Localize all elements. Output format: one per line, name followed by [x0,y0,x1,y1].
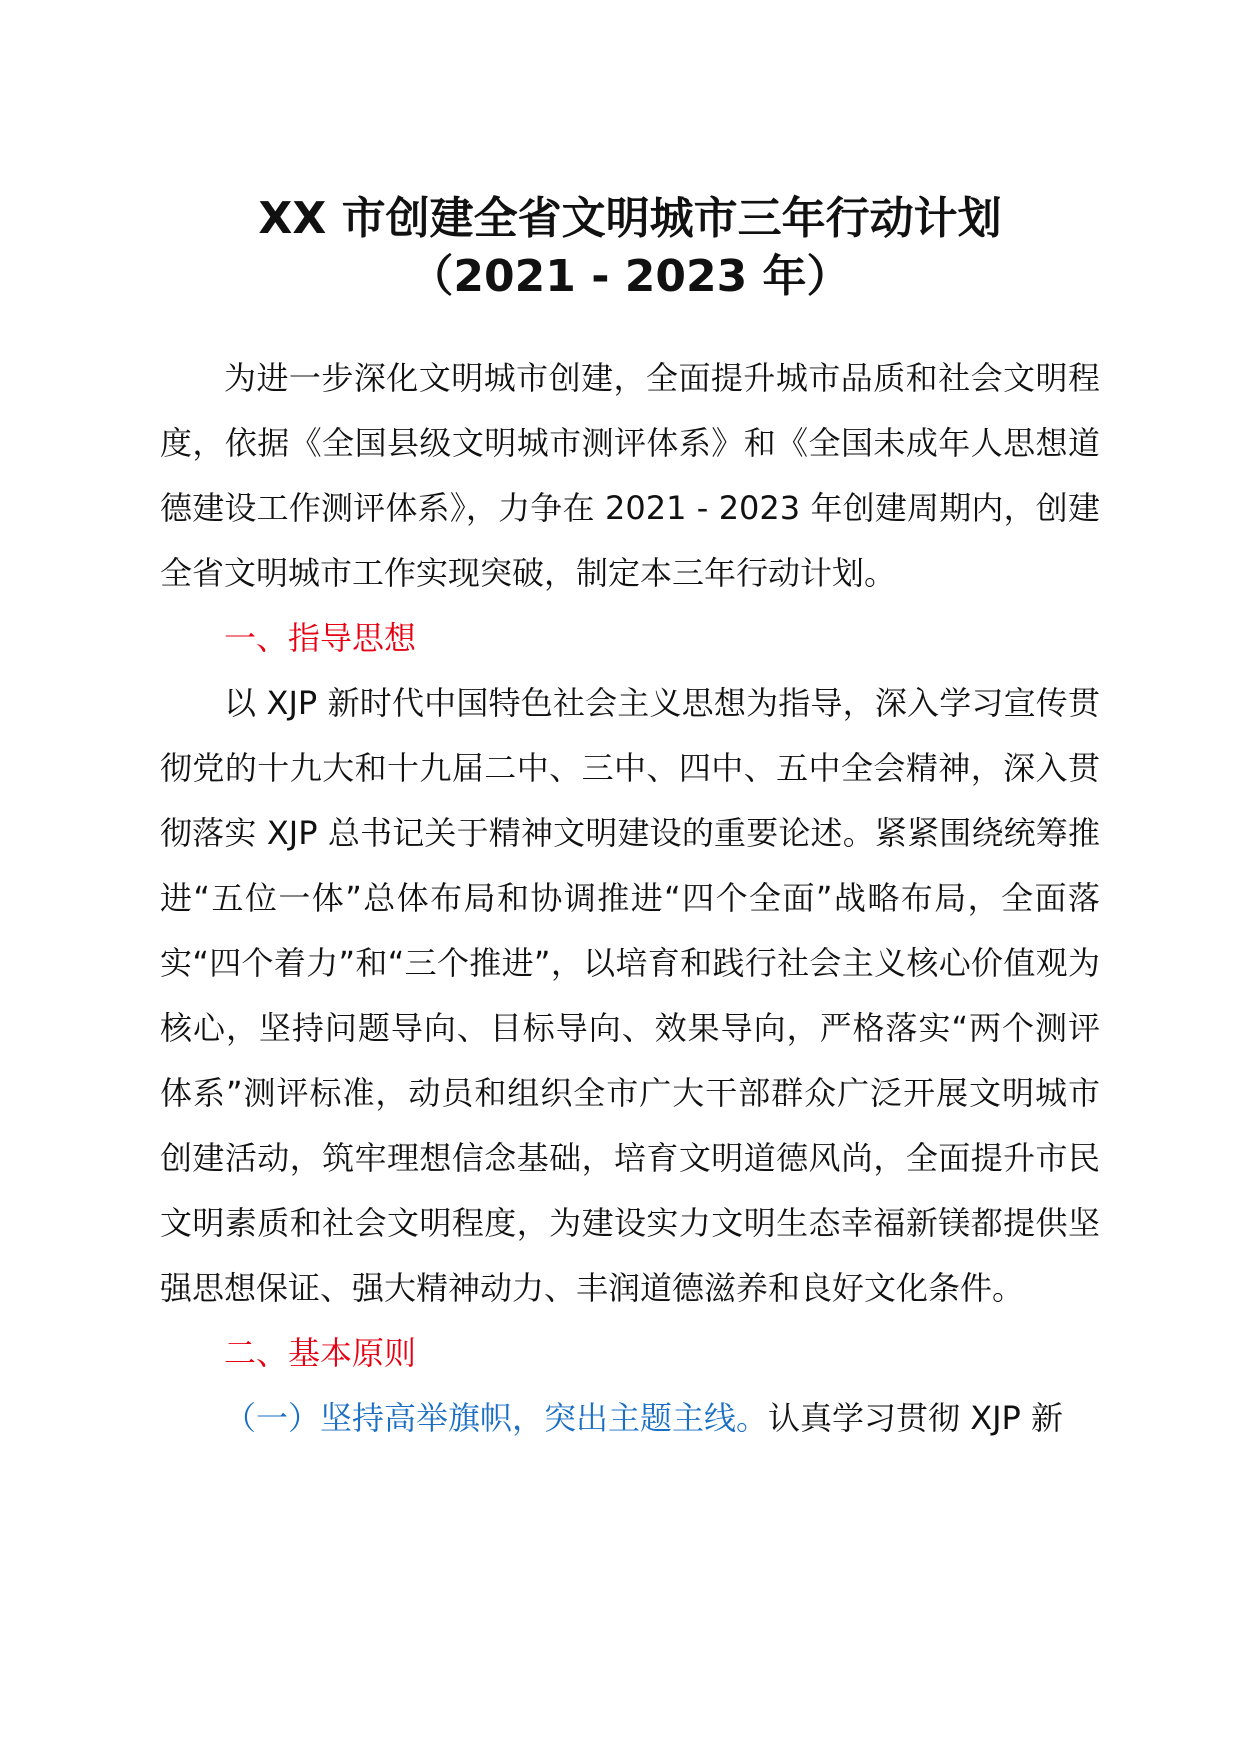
guiding-ideology-paragraph: 以 XJP 新时代中国特色社会主义思想为指导，深入学习宣传贯彻党的十九大和十九届二中、三中、四中、五中全会精神，深入贯彻落实 XJP 总书记关于精神文明建设的重要论述。紧紧围绕统筹推进“五位一体”总体布局和协调推进“四个全面”战略布局，全面落实“四个着力”和“三个推进”，以培育和践行社会主义核心价值观为核心，坚持问题导向、目标导向、效果导向，严格落实“两个测评体系”测评标准，动员和组织全市广大干部群众广泛开展文明城市创建活动，筑牢理想信念基础，培育文明道德风尚，全面提升市民文明素质和社会文明程度，为建设实力文明生态幸福新镁都提供坚强思想保证、强大精神动力、丰润道德滋养和良好文化条件。 [160,684,1100,1307]
document-body [160,346,1100,1451]
principle-1-text: 认真学习贯彻 XJP 新 [768,1399,1064,1437]
principle-1-title: （一）坚持高举旗帜，突出主题主线。 [224,1399,769,1437]
intro-paragraph: 为进一步深化文明城市创建，全面提升城市品质和社会文明程度，依据《全国县级文明城市测评体系》和《全国未成年人思想道德建设工作测评体系》，力争在 2021 - 2023 年创建周期内，创建全省文明城市工作实现突破，制定本三年行动计划。 [160,359,1100,592]
section-heading-guiding-ideology: 一、指导思想 [224,619,417,657]
section-heading-basic-principles: 二、基本原则 [224,1334,417,1372]
title-line-1: XX 市创建全省文明城市三年行动计划 [258,193,1002,244]
title-line-2: （2021 - 2023 年） [409,251,851,302]
document-page [160,190,1100,1451]
document-title [160,190,1100,306]
principle-1-paragraph [160,1386,1100,1451]
